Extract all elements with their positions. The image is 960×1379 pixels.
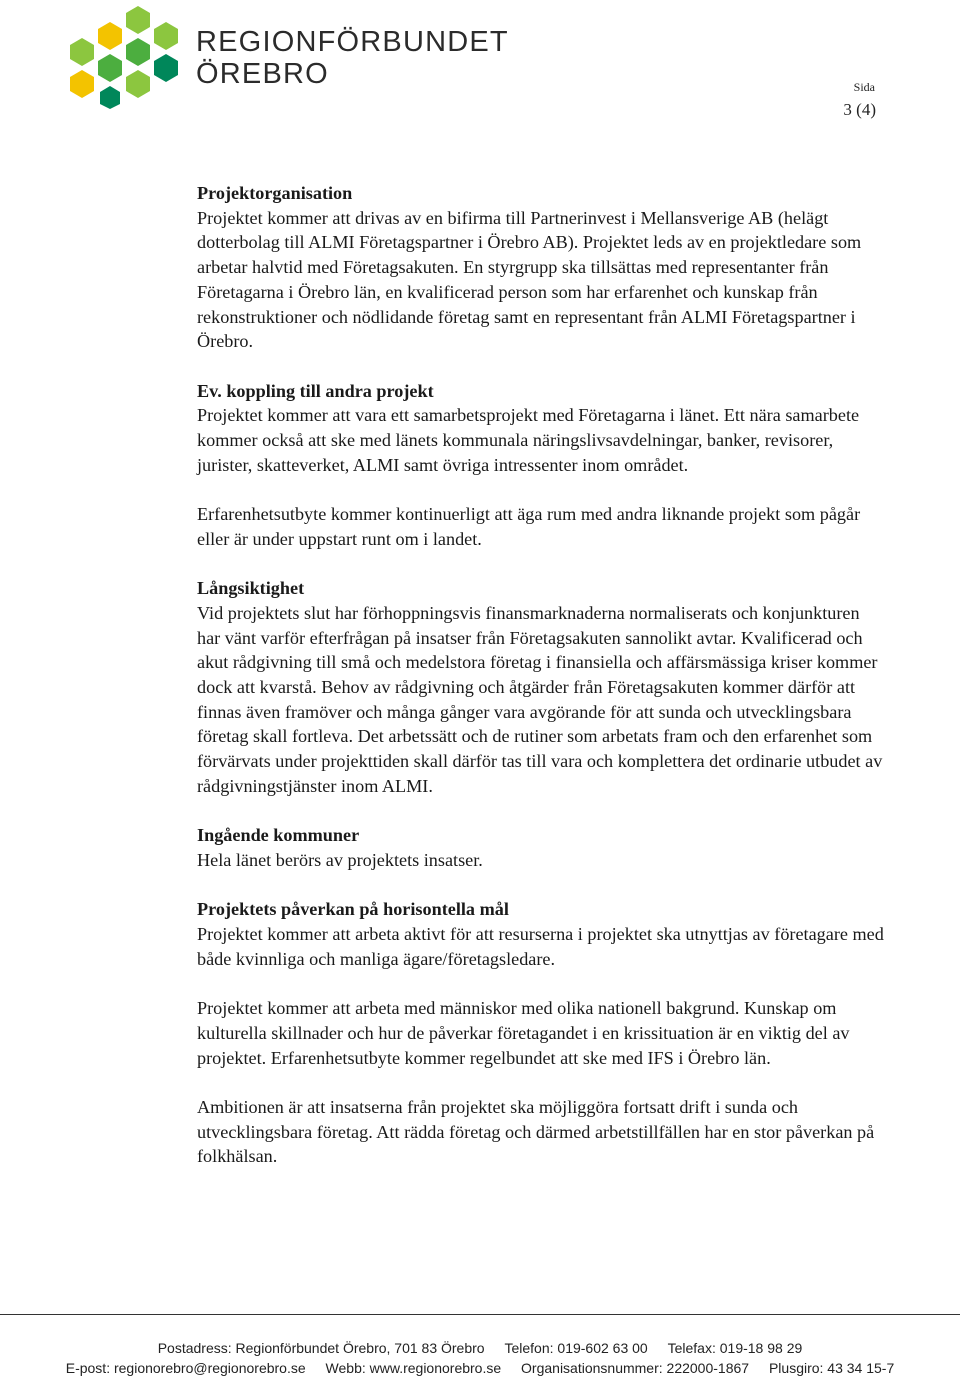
section-heading-kommuner: Ingående kommuner <box>197 825 360 846</box>
footer-web: Webb: www.regionorebro.se <box>325 1360 502 1376</box>
logo-hexagon <box>100 86 120 109</box>
section-text-langsiktighet: Vid projektets slut har förhoppningsvis finansmarknaderna normaliserats och konjunkturen har vänt varför efterfrågan på insatser från Företagsakuten sannolikt avtar. Kvalificerad och akut rådgivning till små och medelstora företag i finansiella och affärsmässiga kriser kommer dock att kvarstå. Behov av rådgivning och åtgärder från Företagsakuten kommer därför att finnas även framöver och många gånger vara avgörande för att sunda och utvecklingsbara företag skall fortleva. Det arbetssätt och de rutiner som arbetats fram och den erfarenhet som förvärvats under projekttiden skall därför tas till vara och komplettera det ordinarie utbudet av rådgivningstjänster inom ALMI. <box>197 602 883 796</box>
regionforbundet-logo <box>66 2 196 110</box>
org-name <box>196 26 509 90</box>
footer-email: E-post: regionorebro@regionorebro.se <box>65 1360 306 1376</box>
footer-phone: Telefon: 019-602 63 00 <box>504 1340 648 1356</box>
logo-hexagon <box>126 6 150 34</box>
section-text-projektorganisation: Projektet kommer att drivas av en bifirma till Partnerinvest i Mellansverige AB (helägt dotterbolag till ALMI Företagspartner i Örebro AB). Projektet leds av en projektledare som arbetar halvtid med Företagsakuten. En styrgrupp ska tillsättas med representanter från Företagarna i Örebro län, en kvalificerad person som har erfarenhet och kunskap från rekonstruktioner och nödlidande företag samt en representant från ALMI Företagspartner i Örebro. <box>197 207 862 352</box>
section-heading-projektorganisation: Projektorganisation <box>197 183 353 203</box>
page-number: 3 (4) <box>843 100 876 119</box>
footer-line-1 <box>0 1340 960 1356</box>
section-heading-langsiktighet: Långsiktighet <box>197 578 305 599</box>
section-text-erfarenhetsutbyte: Erfarenhetsutbyte kommer kontinuerligt att äga rum med andra liknande projekt som pågår eller är under uppstart runt om i landet. <box>197 504 861 549</box>
hexagon-cluster <box>70 6 178 109</box>
section-text-kommuner: Hela länet berörs av projektets insatser. <box>197 849 483 870</box>
section-heading-koppling: Ev. koppling till andra projekt <box>197 380 434 401</box>
org-name-line2: ÖREBRO <box>196 58 329 90</box>
logo-hexagon <box>70 70 94 98</box>
footer-fax: Telefax: 019-18 98 29 <box>667 1340 803 1356</box>
org-name-line1: REGIONFÖRBUNDET <box>196 26 509 58</box>
logo-hexagon <box>70 38 94 66</box>
section-text-koppling: Projektet kommer att vara ett samarbetsprojekt med Företagarna i länet. Ett nära samarbete kommer också att ske med länets kommunala näringslivsavdelningar, banker, revisorer, jurister, skatteverket, ALMI samt övriga intressenter inom området. <box>197 405 860 475</box>
document-body <box>197 181 887 1169</box>
footer-postal-address: Postadress: Regionförbundet Örebro, 701 83 Örebro <box>157 1340 485 1356</box>
footer-divider <box>0 1314 960 1315</box>
logo-hexagon <box>154 22 178 50</box>
logo-hexagon <box>154 54 178 82</box>
footer-plusgiro: Plusgiro: 43 34 15-7 <box>768 1360 895 1376</box>
logo-hexagon <box>126 38 150 66</box>
section-heading-horisontella-mal: Projektets påverkan på horisontella mål <box>197 899 509 920</box>
logo-hexagon <box>98 22 122 50</box>
section-text-nationell-bakgrund: Projektet kommer att arbeta med människor med olika nationell bakgrund. Kunskap om kulturella skillnader och hur de påverkar företagandet i en krissituation är en viktig del av projektet. Erfarenhetsutbyte kommer regelbundet att ske med IFS i Örebro län. <box>197 998 850 1068</box>
section-text-ambition: Ambitionen är att insatserna från projektet ska möjliggöra fortsatt drift i sunda och utvecklingsbara företag. Att rädda företag och därmed arbetstillfällen har en stor påverkan på folkhälsan. <box>197 1096 875 1167</box>
logo-hexagon <box>98 54 122 82</box>
footer-line-2 <box>0 1360 960 1376</box>
logo-hexagon <box>126 70 150 98</box>
page-label: Sida <box>853 80 875 94</box>
footer-org-number: Organisationsnummer: 222000-1867 <box>521 1360 750 1376</box>
section-text-horisontella-mal: Projektet kommer att arbeta aktivt för att resurserna i projektet ska utnyttjas av företagare med både kvinnliga och manliga ägare/företagsledare. <box>197 924 884 969</box>
